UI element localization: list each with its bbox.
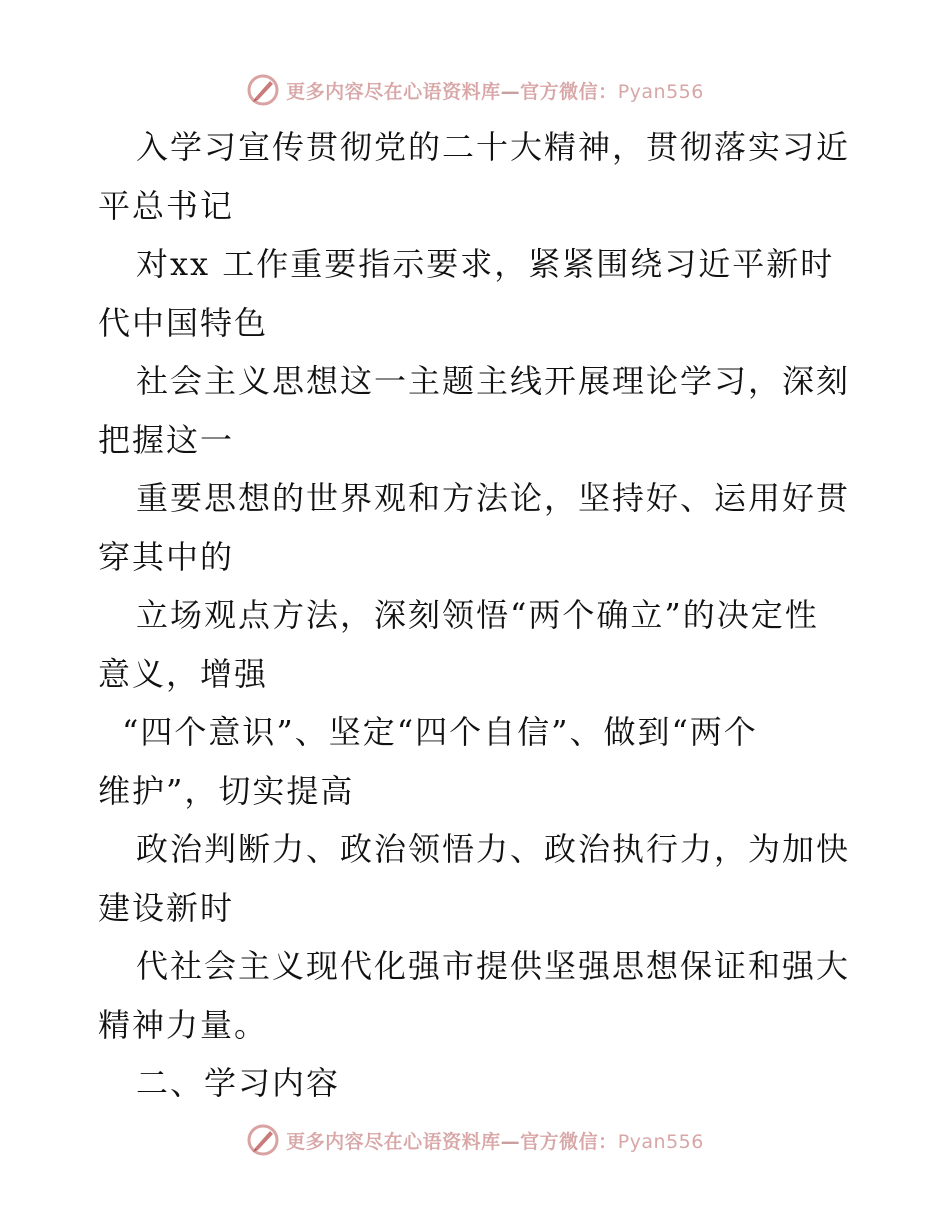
watermark-suffix-label: 官方微信：: [520, 1130, 618, 1153]
section-heading: 二、学习内容: [136, 1064, 341, 1102]
watermark-dash: —: [500, 80, 521, 103]
watermark-text: 更多内容尽在心语资料库: [286, 1130, 501, 1153]
body-line: 重要思想的世界观和方法论，坚持好、运用好贯: [136, 479, 851, 517]
body-line: 维护”，切实提高: [98, 771, 355, 810]
body-line: “四个意识”、坚定“四个自信”、做到“两个: [122, 713, 758, 751]
header-watermark: [0, 70, 950, 110]
watermark-dash: —: [500, 1130, 521, 1153]
watermark-suffix-id: Pyan556: [617, 80, 704, 103]
quill-pen-icon: [246, 1123, 280, 1157]
body-line: 穿其中的: [98, 537, 235, 576]
watermark-text: 更多内容尽在心语资料库: [286, 80, 501, 103]
body-line: 代社会主义现代化强市提供坚强思想保证和强大: [136, 947, 851, 985]
body-line: 政治判断力、政治领悟力、政治执行力，为加快: [136, 830, 851, 868]
body-line: 立场观点方法，深刻领悟“两个确立”的决定性: [136, 596, 819, 634]
watermark-suffix-label: 官方微信：: [520, 80, 618, 103]
watermark-suffix-id: Pyan556: [617, 1130, 704, 1153]
body-line: 对xx 工作重要指示要求，紧紧围绕习近平新时: [136, 245, 835, 283]
footer-watermark: [0, 1120, 950, 1160]
quill-pen-icon: [246, 73, 280, 107]
body-line: 代中国特色: [98, 303, 269, 342]
body-line: 精神力量。: [98, 1005, 269, 1044]
body-line: 建设新时: [98, 888, 235, 927]
body-line: 平总书记: [98, 186, 235, 225]
body-line: 入学习宣传贯彻党的二十大精神，贯彻落实习近: [136, 128, 851, 166]
document-body: [98, 118, 858, 1113]
body-line: 社会主义思想这一主题主线开展理论学习，深刻: [136, 362, 851, 400]
body-line: 意义，增强: [98, 654, 269, 693]
body-line: 把握这一: [98, 420, 235, 459]
